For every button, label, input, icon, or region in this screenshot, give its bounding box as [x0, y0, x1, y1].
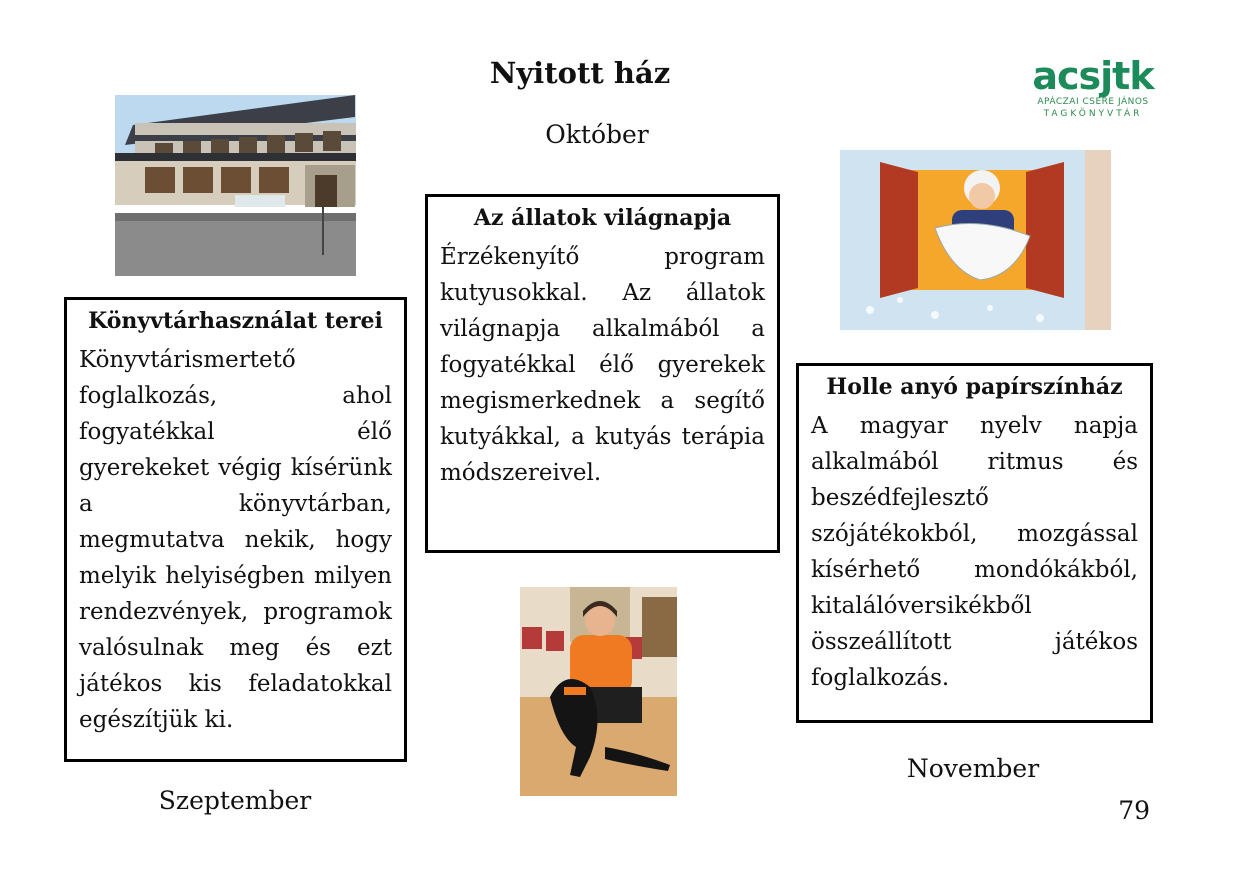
therapy-dog-photo	[520, 587, 677, 796]
logo-subtitle-2: TAGKÖNYVTÁR	[1043, 109, 1143, 119]
month-november: November	[906, 754, 1040, 783]
library-usage-box	[64, 297, 407, 762]
building-image	[115, 95, 356, 276]
holle-illustration	[840, 150, 1111, 330]
month-october: Október	[545, 120, 649, 149]
animals-day-box	[425, 194, 780, 553]
dog-image	[520, 587, 677, 796]
holle-title: Holle anyó papírszínház	[826, 374, 1123, 400]
page-title: Nyitott ház	[489, 56, 671, 90]
month-september: Szeptember	[158, 786, 312, 815]
library-usage-title: Könyvtárhasználat terei	[88, 308, 383, 334]
library-usage-text: Könyvtárismertető foglalkozás, ahol fogyatékkal élő gyerekeket végig kísérünk a könyvtárban, megmutatva nekik, hogy melyik helyiségben milyen rendezvények, programok valósulnak meg és ezt játékos kis feladatokkal egészítjük ki.	[79, 347, 392, 733]
animals-day-title: Az állatok világnapja	[473, 205, 732, 231]
logo-subtitle-1: APÁCZAI CSERE JÁNOS	[1037, 97, 1149, 107]
library-logo	[1028, 56, 1158, 120]
holle-image	[840, 150, 1111, 330]
page-number: 79	[1118, 796, 1150, 825]
holle-box	[796, 363, 1153, 723]
animals-day-text: Érzékenyítő program kutyusokkal. Az állatok világnapja alkalmából a fogyatékkal élő gyerekek megismerkednek a segítő kutyákkal, a kutyás terápia módszereivel.	[440, 244, 765, 486]
holle-text: A magyar nyelv napja alkalmából ritmus és beszédfejlesztő szójátékokból, mozgással kísérhető mondókákból, kitalálóversikékből összeállított játékos foglalkozás.	[811, 413, 1138, 691]
logo-mark: acsjtk	[1032, 54, 1154, 98]
library-building-photo	[115, 95, 356, 276]
